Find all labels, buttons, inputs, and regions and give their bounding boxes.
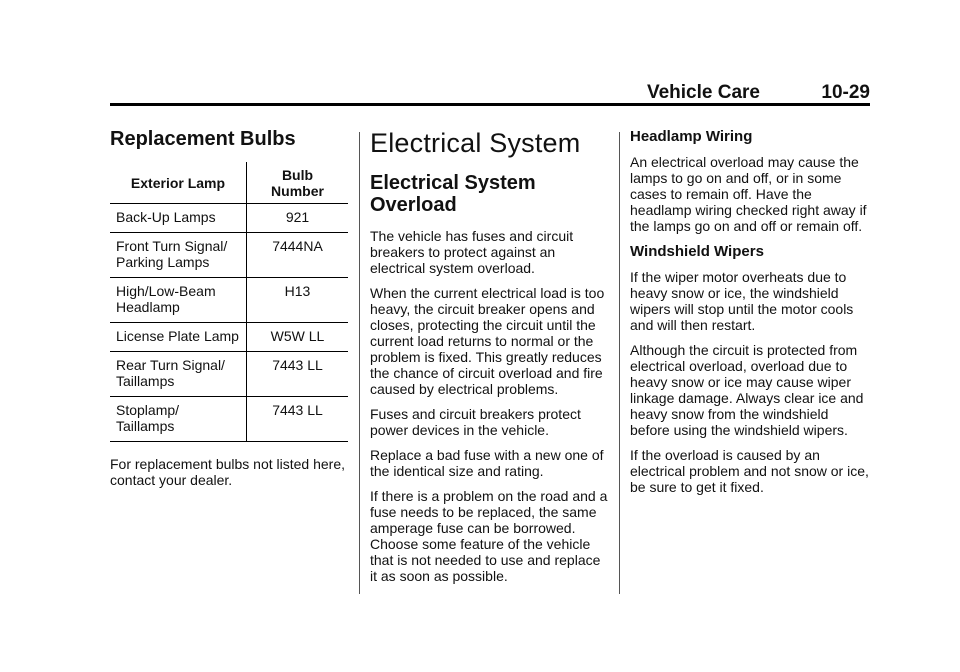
paragraph: Although the circuit is protected from electrical overload, overload due to heavy snow or ice may cause wiper linkage damage. Always clear ice and heavy snow from the windshield before using the windshield wipers.: [630, 342, 864, 438]
paragraph: An electrical overload may cause the lamps to go on and off, or in some cases to remain off. Have the headlamp wiring checked right away if the lamps go on and off or remain off.: [630, 154, 867, 234]
paragraph: The vehicle has fuses and circuit breakers to protect against an electrical system overload.: [370, 228, 574, 276]
paragraph: If there is a problem on the road and a fuse needs to be replaced, the same amperage fuse can be borrowed. Choose some feature of the vehicle that is not needed to use and replace it as soon as possible.: [370, 488, 608, 584]
table-row: [110, 352, 348, 397]
paragraph: Fuses and circuit breakers protect power devices in the vehicle.: [370, 406, 581, 438]
table-row: [110, 204, 348, 233]
section-title: Vehicle Care: [646, 82, 760, 103]
page-header: [110, 82, 870, 102]
overload-subheading: Electrical System Overload: [370, 172, 536, 216]
lamp-cell: High/Low-Beam Headlamp: [110, 278, 247, 323]
bulb-cell: W5W LL: [247, 323, 349, 352]
col-header-lamp: Exterior Lamp: [110, 162, 247, 204]
table-row: [110, 323, 348, 352]
headlamp-wiring-heading: Headlamp Wiring: [630, 128, 753, 145]
lamp-cell: Back-Up Lamps: [110, 204, 247, 233]
table-header-row: [110, 162, 348, 204]
lamp-cell: Stoplamp/ Taillamps: [110, 397, 247, 442]
column-right: [630, 128, 870, 504]
lamp-cell: Front Turn Signal/ Parking Lamps: [110, 233, 247, 278]
bulb-cell: 7443 LL: [247, 352, 349, 397]
column-divider: [619, 132, 620, 594]
header-rule: [110, 103, 870, 106]
bulb-cell: 921: [247, 204, 349, 233]
bulb-cell: H13: [247, 278, 349, 323]
lamp-cell: License Plate Lamp: [110, 323, 247, 352]
replacement-bulbs-heading: Replacement Bulbs: [110, 128, 296, 150]
column-middle: [370, 128, 610, 593]
paragraph: If the wiper motor overheats due to heavy snow or ice, the windshield wipers will stop until the motor cools and will then restart.: [630, 269, 854, 333]
lamp-cell: Rear Turn Signal/ Taillamps: [110, 352, 247, 397]
page-number: 10-29: [821, 82, 870, 103]
table-row: [110, 233, 348, 278]
paragraph: When the current electrical load is too heavy, the circuit breaker opens and closes, protecting the circuit until the current load returns to normal or the problem is fixed. This greatly reduces the chance of circuit overload and fire caused by electrical problems.: [370, 285, 605, 397]
table-row: [110, 397, 348, 442]
column-divider: [359, 132, 360, 594]
col-header-bulb: [247, 162, 349, 204]
table-row: [110, 278, 348, 323]
electrical-system-heading: Electrical System: [370, 128, 581, 158]
bulb-table: [110, 162, 348, 442]
col-header-bulb-text: Bulb Number: [271, 167, 324, 199]
bulb-cell: 7444NA: [247, 233, 349, 278]
table-note: For replacement bulbs not listed here, contact your dealer.: [110, 456, 346, 488]
paragraph: If the overload is caused by an electrical problem and not snow or ice, be sure to get it fixed.: [630, 447, 869, 495]
windshield-wipers-heading: Windshield Wipers: [630, 243, 764, 260]
paragraph: Replace a bad fuse with a new one of the identical size and rating.: [370, 447, 604, 479]
bulb-cell: 7443 LL: [247, 397, 349, 442]
column-left: [110, 128, 350, 497]
